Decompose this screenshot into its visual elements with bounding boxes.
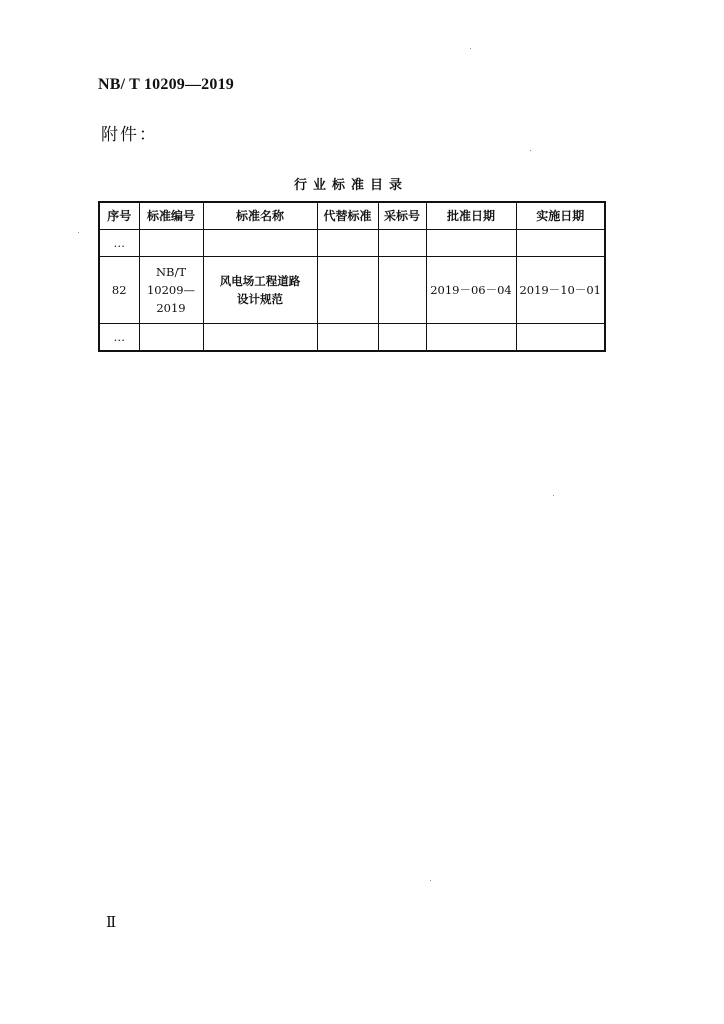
scan-speck xyxy=(78,232,79,233)
cell-approved xyxy=(426,230,516,257)
cell-adopted xyxy=(378,257,426,324)
scan-speck xyxy=(430,880,431,881)
cell-code-line: 2019 xyxy=(156,301,186,315)
cell-name xyxy=(203,257,317,324)
column-header-seq: 序号 xyxy=(99,202,139,230)
cell-approved xyxy=(426,324,516,352)
column-header-name: 标准名称 xyxy=(203,202,317,230)
cell-replaces xyxy=(317,230,378,257)
cell-approved: 2019－06－04 xyxy=(426,257,516,324)
cell-name-line: 设计规范 xyxy=(237,292,283,306)
table-row xyxy=(99,324,605,352)
cell-effective: 2019－10－01 xyxy=(516,257,605,324)
table-row xyxy=(99,230,605,257)
page-number: Ⅱ xyxy=(106,915,117,931)
cell-code xyxy=(139,257,203,324)
cell-replaces xyxy=(317,257,378,324)
cell-adopted xyxy=(378,324,426,352)
column-header-code: 标准编号 xyxy=(139,202,203,230)
scan-speck xyxy=(470,48,471,49)
cell-code xyxy=(139,230,203,257)
column-header-effective: 实施日期 xyxy=(516,202,605,230)
cell-seq: … xyxy=(99,324,139,352)
column-header-approved: 批准日期 xyxy=(426,202,516,230)
cell-code-line: NB/T xyxy=(155,265,187,279)
column-header-replaces: 代替标准 xyxy=(317,202,378,230)
cell-seq: 82 xyxy=(99,257,139,324)
cell-name xyxy=(203,230,317,257)
cell-seq: … xyxy=(99,230,139,257)
column-header-adopted: 采标号 xyxy=(378,202,426,230)
cell-replaces xyxy=(317,324,378,352)
attachment-label: 附件： xyxy=(101,125,158,145)
cell-code xyxy=(139,324,203,352)
scan-speck xyxy=(553,495,554,496)
cell-adopted xyxy=(378,230,426,257)
standard-code: NB/ T 10209—2019 xyxy=(98,76,234,93)
table-header-row xyxy=(99,202,605,230)
standards-catalog-table xyxy=(98,201,606,352)
table-title: 行业标准目录 xyxy=(293,178,408,193)
cell-code-line: 10209— xyxy=(146,283,196,297)
cell-name-line: 风电场工程道路 xyxy=(219,274,301,288)
cell-effective xyxy=(516,230,605,257)
cell-effective xyxy=(516,324,605,352)
scan-speck xyxy=(530,150,531,151)
cell-name xyxy=(203,324,317,352)
table-row xyxy=(99,257,605,324)
